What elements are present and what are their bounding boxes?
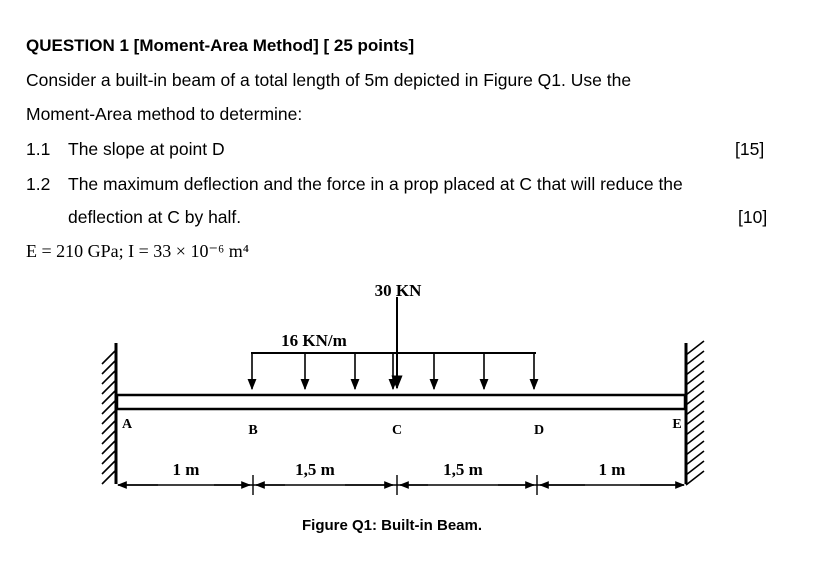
- point-label-e: E: [672, 417, 682, 432]
- span-label-de: 1 m: [598, 460, 626, 479]
- span-label-bc: 1,5 m: [295, 460, 335, 479]
- span-label-cd: 1,5 m: [443, 460, 483, 479]
- item-1-2-text-line-1: The maximum deflection and the force in a prop placed at C that will reduce the: [68, 174, 683, 194]
- intro-line-1: Consider a built-in beam of a total length of 5m depicted in Figure Q1. Use the: [26, 70, 632, 90]
- item-1-2-points: [10]: [738, 207, 768, 227]
- point-load-label: 30 KN: [374, 281, 422, 300]
- question-heading: QUESTION 1 [Moment-Area Method] [ 25 points]: [26, 36, 415, 55]
- point-label-c: C: [391, 423, 403, 438]
- left-fixed-support: [102, 343, 116, 484]
- distributed-load: [251, 353, 536, 389]
- point-label-d: D: [533, 423, 545, 438]
- item-1-2-number: 1.2: [26, 174, 51, 194]
- item-1-2-text-line-2: deflection at C by half.: [68, 207, 242, 227]
- item-1-1-text: The slope at point D: [68, 139, 225, 159]
- figure-caption: Figure Q1: Built-in Beam.: [302, 517, 483, 534]
- material-properties: E = 210 GPa; I = 33 × 10⁻⁶ m⁴: [26, 241, 249, 261]
- span-label-ab: 1 m: [172, 460, 200, 479]
- intro-line-2: Moment-Area method to determine:: [26, 104, 303, 124]
- right-fixed-support: [686, 341, 704, 485]
- item-1-1-points: [15]: [735, 139, 765, 159]
- point-label-a: A: [121, 417, 133, 432]
- udl-label: 16 KN/m: [281, 331, 347, 350]
- item-1-1-number: 1.1: [26, 139, 51, 159]
- point-label-b: B: [248, 423, 258, 438]
- beam: [117, 395, 685, 409]
